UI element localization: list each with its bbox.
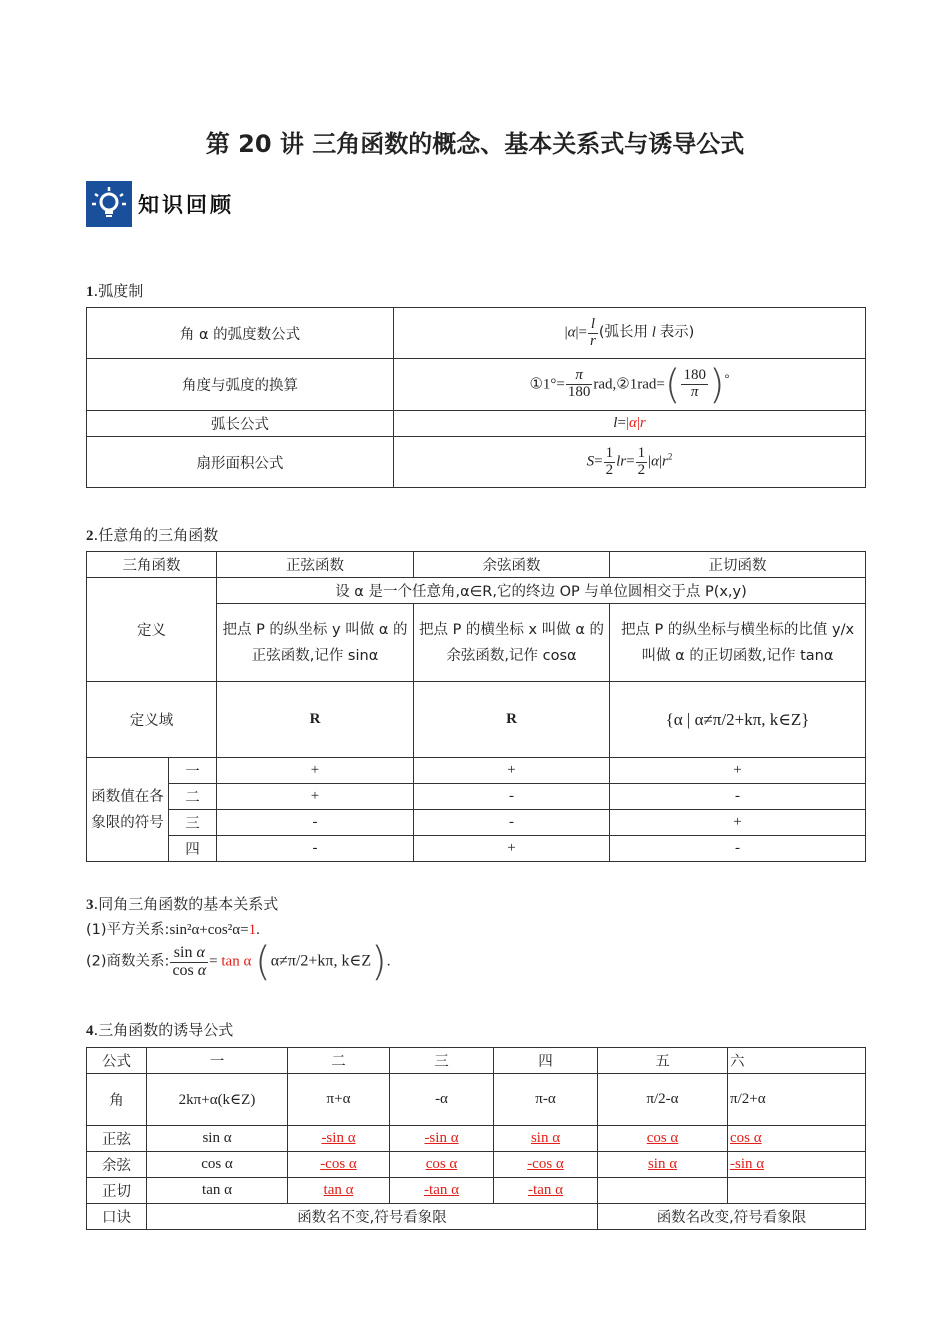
angle-cell: π+α <box>288 1074 390 1126</box>
formula-cell: sin α <box>598 1152 728 1178</box>
sign-cell: + <box>414 836 610 862</box>
sign-cell: - <box>414 810 610 836</box>
sign-cell: - <box>610 784 866 810</box>
formula-cell: -tan α <box>494 1178 598 1204</box>
sign-cell: + <box>414 758 610 784</box>
quadrant-label: 三 <box>169 810 217 836</box>
formula-cell: -sin α <box>728 1152 866 1178</box>
formula-cell: tan α <box>288 1178 390 1204</box>
domain-cos: R <box>414 682 610 758</box>
radian-table <box>86 307 866 488</box>
formula-cell: cos α <box>728 1126 866 1152</box>
quadrant-label: 一 <box>169 758 217 784</box>
definition-sin: 把点 P 的纵坐标 y 叫做 α 的正弦函数,记作 sinα <box>217 604 414 682</box>
quadrant-label: 四 <box>169 836 217 862</box>
sign-cell: + <box>610 810 866 836</box>
definition-cos: 把点 P 的横坐标 x 叫做 α 的余弦函数,记作 cosα <box>414 604 610 682</box>
formula-cell: cos α <box>390 1152 494 1178</box>
section2-heading: 2.任意角的三角函数 <box>86 526 219 544</box>
col-header: 五 <box>598 1048 728 1074</box>
row-label: 角 α 的弧度数公式 <box>87 308 394 359</box>
col-header: 余弦函数 <box>414 552 610 578</box>
col-header: 一 <box>147 1048 288 1074</box>
section1-heading: 1.弧度制 <box>86 282 144 300</box>
angle-cell: π-α <box>494 1074 598 1126</box>
sign-cell: - <box>217 836 414 862</box>
col-header: 四 <box>494 1048 598 1074</box>
radian-formula: |α|= $\frac{l}{r}$ (弧长用 l 表示) <box>394 308 866 359</box>
square-relation: (1)平方关系:sin²α+cos²α=1. <box>86 922 260 938</box>
row-label: 正弦 <box>87 1126 147 1152</box>
knowledge-review-banner <box>86 180 234 228</box>
col-header: 正切函数 <box>610 552 866 578</box>
angle-cell: 2kπ+α(k∈Z) <box>147 1074 288 1126</box>
lightbulb-icon <box>86 181 132 227</box>
conversion-formula: ①1°= $\frac{\pi}{180}$ rad,②1rad=( $\frac{180}{\pi}$ )° <box>394 359 866 411</box>
col-header: 公式 <box>87 1048 147 1074</box>
trig-function-table <box>86 551 866 862</box>
formula-cell: tan α <box>147 1178 288 1204</box>
section3-heading: 3.同角三角函数的基本关系式 <box>86 895 279 913</box>
formula-cell: -cos α <box>494 1152 598 1178</box>
sign-cell: - <box>610 836 866 862</box>
mnemonic-cell: 函数名不变,符号看象限 <box>147 1204 598 1230</box>
induction-formula-table <box>86 1047 866 1230</box>
col-header: 六 <box>728 1048 866 1074</box>
formula-cell <box>598 1178 728 1204</box>
arc-length-formula: l=|α|r <box>394 411 866 437</box>
angle-label: 角 <box>87 1074 147 1126</box>
sign-cell: + <box>217 784 414 810</box>
definition-label: 定义 <box>87 578 217 682</box>
definition-common: 设 α 是一个任意角,α∈R,它的终边 OP 与单位圆相交于点 P(x,y) <box>217 578 866 604</box>
section4-heading: 4.三角函数的诱导公式 <box>86 1021 234 1039</box>
mnemonic-label: 口诀 <box>87 1204 147 1230</box>
col-header: 三角函数 <box>87 552 217 578</box>
sign-label: 函数值在各象限的符号 <box>87 758 169 862</box>
sector-area-formula: S= $\frac{1}{2}$ lr= $\frac{1}{2}$ $|\alpha|r^2$ <box>394 437 866 488</box>
sign-cell: + <box>610 758 866 784</box>
row-label: 余弦 <box>87 1152 147 1178</box>
quadrant-label: 二 <box>169 784 217 810</box>
row-label: 弧长公式 <box>87 411 394 437</box>
definition-tan: 把点 P 的纵坐标与横坐标的比值 y/x 叫做 α 的正切函数,记作 tanα <box>610 604 866 682</box>
col-header: 二 <box>288 1048 390 1074</box>
banner-text: 知识回顾 <box>138 193 234 217</box>
col-header: 三 <box>390 1048 494 1074</box>
formula-cell: -cos α <box>288 1152 390 1178</box>
formula-cell: -sin α <box>288 1126 390 1152</box>
formula-cell: sin α <box>147 1126 288 1152</box>
row-label: 角度与弧度的换算 <box>87 359 394 411</box>
formula-cell: cos α <box>147 1152 288 1178</box>
formula-cell: -tan α <box>390 1178 494 1204</box>
sign-cell: + <box>217 758 414 784</box>
domain-sin: R <box>217 682 414 758</box>
row-label: 扇形面积公式 <box>87 437 394 488</box>
domain-label: 定义域 <box>87 682 217 758</box>
sign-cell: - <box>217 810 414 836</box>
row-label: 正切 <box>87 1178 147 1204</box>
mnemonic-cell: 函数名改变,符号看象限 <box>598 1204 866 1230</box>
formula-cell <box>728 1178 866 1204</box>
angle-cell: -α <box>390 1074 494 1126</box>
quotient-relation: (2)商数关系: $\frac{\text{sin α}}{\text{cos α}}$ = tan α (α≠π/2+kπ, k∈Z). <box>86 939 391 985</box>
angle-cell: π/2+α <box>728 1074 866 1126</box>
formula-cell: sin α <box>494 1126 598 1152</box>
col-header: 正弦函数 <box>217 552 414 578</box>
domain-tan: {α | α≠π/2+kπ, k∈Z} <box>610 682 866 758</box>
sign-cell: - <box>414 784 610 810</box>
formula-cell: -sin α <box>390 1126 494 1152</box>
formula-cell: cos α <box>598 1126 728 1152</box>
angle-cell: π/2-α <box>598 1074 728 1126</box>
page-title: 第 20 讲 三角函数的概念、基本关系式与诱导公式 <box>205 130 745 158</box>
